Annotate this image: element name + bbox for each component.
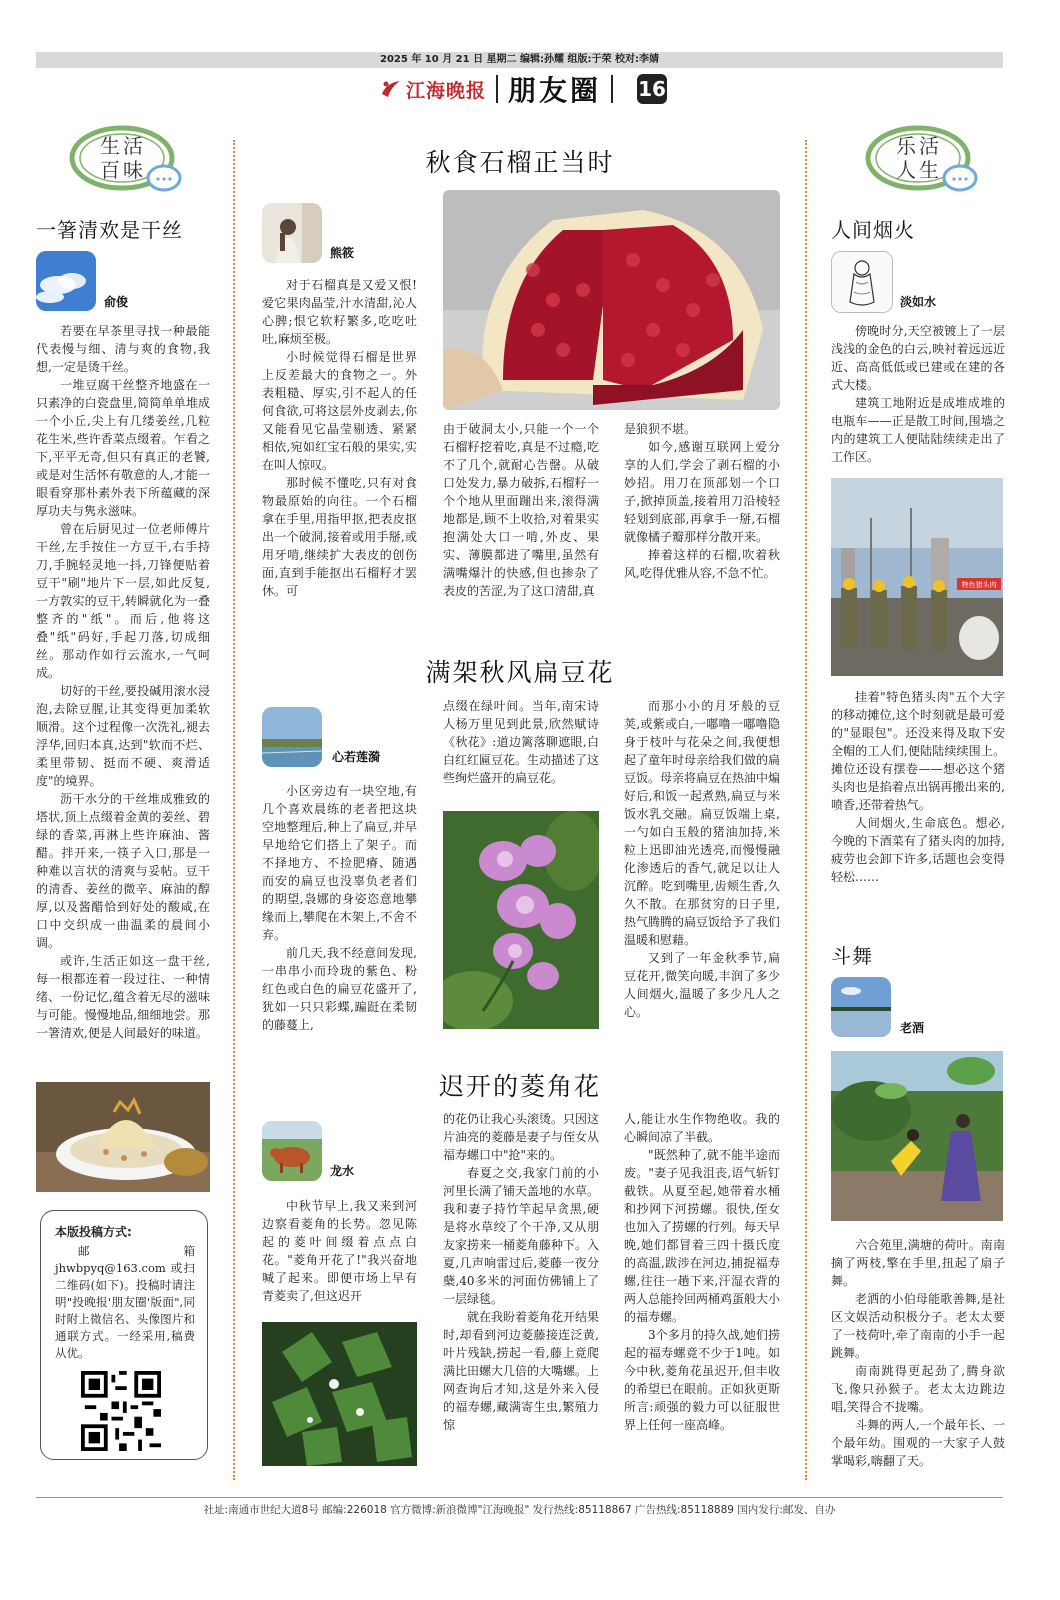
badge-line: 生活 xyxy=(100,134,146,158)
article-title: 满架秋风扁豆花 xyxy=(425,658,615,687)
paragraph: 曾在后厨见过一位老师傅片干丝,左手按住一方豆干,右手持刀,手腕轻灵地一抖,刀锋便贴着豆干"刷"地片下一层,如此反复,一方敦实的豆干,转瞬就化为一叠整齐的"纸"。而后,他将这叠"纸"码好,手起刀落,切成细丝。那动作如行云流水,一气呵成。 xyxy=(36,522,210,680)
paragraph: 而那小小的月牙般的豆荚,或紫或白,一嘟噜一嘟噜隐身于枝叶与花朵之间,我便想起了童年时母亲给我们做的扁豆饭。母亲将扁豆在热油中煸好后,和饭一起煮熟,扁豆与米饭水乳交融。扁豆饭端上桌,一勺如白玉般的猪油加持,米粒上迅即油光透亮,而慢慢融化渗透后的香气,就足以让人沉醉。吃到嘴里,齿颊生香,久久不散。在那贫穷的日子里,热气腾腾的扁豆饭给予了我们温暖和慰藉。 xyxy=(624,699,781,947)
lake-avatar-icon xyxy=(831,977,891,1037)
paragraph: 捧着这样的石榴,吹着秋风,吃得优雅从容,不急不忙。 xyxy=(624,548,780,580)
avatar xyxy=(262,1121,322,1181)
badge-line: 乐活 xyxy=(896,134,942,158)
contribution-title: 本版投稿方式: xyxy=(55,1225,132,1239)
article-body-column xyxy=(262,1197,417,1305)
newspaper-logo-icon xyxy=(380,78,402,100)
article-body xyxy=(831,688,1005,886)
paragraph: 傍晚时分,天空被镀上了一层浅浅的金色的白云,映衬着远远近近、高高低低或已建或在建的各式大楼。 xyxy=(831,324,1005,392)
author-name: 俞俊 xyxy=(104,295,129,309)
page-number: 16 xyxy=(637,74,667,104)
paragraph: 小区旁边有一块空地,有几个喜欢晨练的老者把这块空地整理后,种上了扁豆,并早早地给它们搭上了架子。而不择地方、不捡肥瘠、随遇而安的扁豆也没辜负老者们的期望,袅娜的身姿恣意地攀缘而上,攀爬在木架上,不舍不弃。 xyxy=(262,784,417,942)
paragraph: 春夏之交,我家门前的小河里长满了铺天盖地的水草。我和妻子持竹竿起早贪黑,硬是将水草绞了个干净,又从朋友家捞来一桶菱角藤种下。入夏,几声响雷过后,菱藤一夜分蘖,40多米的河面仿佛铺上了一层绿毯。 xyxy=(443,1166,600,1306)
paragraph: 的花仍让我心头滚烫。只因这片油亮的菱藤是妻子与侄女从福寿螺口中"抢"来的。 xyxy=(443,1112,600,1162)
badge-line: 百味 xyxy=(100,158,146,182)
sketch-avatar-icon xyxy=(832,252,892,312)
article-body-column xyxy=(443,1110,599,1434)
author-name: 老酒 xyxy=(900,1021,925,1035)
paper-name: 江海晚报 xyxy=(406,79,487,102)
article-title: 人间烟火 xyxy=(831,218,915,242)
pomegranate-photo xyxy=(443,190,780,410)
paragraph: 如今,感谢互联网上爱分享的人们,学会了剥石榴的小妙招。用刀在顶部划一个口子,掀掉顶盖,接着用刀沿棱轻轻划到底部,再拿手一掰,石榴就像橘子瓣那样分散开来。 xyxy=(624,440,780,544)
paragraph: 中秋节早上,我又来到河边察看菱角的长势。忽见陈起的菱叶间缀着点点白花。"菱角开花了!"我兴奋地喊了起来。即便市场上早有青菱卖了,但这迟开 xyxy=(262,1199,417,1303)
person-avatar-icon xyxy=(262,203,322,263)
sky-avatar-icon xyxy=(36,251,96,311)
avatar xyxy=(262,203,322,263)
article-body-column xyxy=(624,697,780,1021)
section-title: 朋友圈 xyxy=(508,74,602,107)
happy-life-badge-text xyxy=(884,134,954,182)
author-name: 淡如水 xyxy=(900,295,937,309)
paragraph: 对于石榴真是又爱又恨!爱它果肉晶莹,汁水清甜,沁人心脾;恨它软籽繁多,吃吃吐吐,麻烦至极。 xyxy=(262,278,417,346)
paragraph: 若要在早茶里寻找一种最能代表慢与细、清与爽的食物,我想,一定是烫干丝。 xyxy=(36,324,210,374)
paragraph: "既然种了,就不能半途而废。"妻子见我沮丧,语气斩钉截铁。从夏至起,她带着水桶和抄网下河捞螺。很快,侄女也加入了捞螺的行列。每天早晚,她们都冒着三四十摄氏度的高温,跋涉在河边,捕捉福寿螺,往往一趟下来,汗湿衣背的两人总能拎回两桶鸡蛋般大小的福寿螺。 xyxy=(624,1148,781,1324)
article-body-column xyxy=(443,420,599,600)
dry-tofu-photo xyxy=(36,1082,210,1192)
footer-rule xyxy=(36,1497,1003,1498)
water-chestnut-photo xyxy=(262,1322,417,1466)
construction-workers-photo xyxy=(831,478,1003,676)
paragraph: 人,能让水生作物绝收。我的心瞬间凉了半截。 xyxy=(624,1112,780,1144)
lotus-dance-photo xyxy=(831,1051,1003,1221)
header-info-bar xyxy=(36,52,1003,68)
article-body-column xyxy=(262,276,417,600)
paragraph: 前几天,我不经意间发现,一串串小而玲珑的紫色、粉红色或白色的扁豆花盛开了,犹如一只只彩蝶,蹁跹在柔韧的藤蔓上, xyxy=(262,946,417,1032)
paragraph: 又到了一年金秋季节,扁豆花开,微笑向暖,丰润了多少人间烟火,温暖了多少凡人之心。 xyxy=(624,951,780,1019)
qr-code-icon[interactable] xyxy=(81,1371,161,1451)
paragraph: 切好的干丝,要投碱用滚水浸泡,去除豆腥,让其变得更加柔软顺滑。这个过程像一次洗礼,褪去浮华,回归本真,达到"软而不烂、柔里带韧、挺而不硬、爽滑适度"的境界。 xyxy=(36,684,210,788)
avatar xyxy=(831,251,893,313)
river-avatar-icon xyxy=(262,707,322,767)
paragraph: 就在我盼着菱角花开结果时,却看到河边菱藤接连泛黄,叶片残缺,捞起一看,藤上竟爬满比田螺大几倍的大嘴螺。上网查询后才知,这是外来入侵的福寿螺,藏满寄生虫,繁殖力惊 xyxy=(443,1310,600,1432)
paragraph: 南南跳得更起劲了,腾身欲飞,像只孙猴子。老太太边跳边唱,笑得合不拢嘴。 xyxy=(831,1364,1005,1414)
article-body xyxy=(831,322,1005,466)
paragraph: 斗舞的两人,一个最年长、一个最年幼。围观的一大家子人鼓掌喝彩,嗨翻了天。 xyxy=(831,1418,1005,1468)
column-divider xyxy=(233,140,235,1480)
article-title: 秋食石榴正当时 xyxy=(425,148,615,177)
author-name: 熊筱 xyxy=(330,246,355,260)
paragraph: 那时候不懂吃,只有对食物最原始的向往。一个石榴拿在手里,用指甲抠,把表皮抠出一个破洞,接着或用手掰,或用牙啃,继续扩大表皮的创伤面,直到手能抠出石榴籽才罢休。可 xyxy=(262,476,417,598)
paragraph: 小时候觉得石榴是世界上反差最大的食物之一。外表粗糙、厚实,引不起人的任何食欲,可将这层外皮剥去,你又能看见它晶莹剔透、紧紧相依,宛如红宝石般的果实,实在叫人惊叹。 xyxy=(262,350,417,472)
paragraph: 或许,生活正如这一盘干丝,每一根都连着一段过往、一种情绪、一份记忆,蕴含着无尽的滋味与可能。慢慢地品,细细地尝。那一箸清欢,便是人间最好的味道。 xyxy=(36,954,210,1040)
paragraph: 挂着"特色猪头肉"五个大字的移动摊位,这个时刻就是最可爱的"显眼包"。还没来得及取下安全帽的工人们,便陆陆续续围上。摊位还设有摆卷——想必这个猪头肉也是掐着点出锅再搬出来的,喷香,还带着热气。 xyxy=(831,690,1005,812)
contribution-box xyxy=(40,1210,208,1460)
food-stall-sign: 特色猪头肉 xyxy=(961,581,997,589)
article-title: 迟开的菱角花 xyxy=(438,1072,601,1101)
paragraph: 六合苑里,满塘的荷叶。南南摘了两枝,擎在手里,扭起了扇子舞。 xyxy=(831,1238,1005,1288)
paragraph: 由于破洞太小,只能一个一个石榴籽挖着吃,真是不过瘾,吃不了几个,就耐心告罄。从破口处发力,暴力破拆,石榴籽一个个地从里面蹦出来,滚得满地都是,顾不上收拾,对着果实抱满处大口一啃,外皮、果实、薄膜都进了嘴里,虽然有满嘴爆汁的快感,但也掺杂了表皮的苦涩,为了这口清甜,真 xyxy=(443,422,599,598)
avatar xyxy=(36,251,96,311)
bean-flower-photo xyxy=(443,811,599,1029)
article-body xyxy=(36,322,210,1042)
article-body xyxy=(831,1236,1005,1470)
contribution-text: 邮 箱 jhwbpyq@163.com 或扫二维码(如下)。投稿时请注明"投晚报'朋友圈'版面",同时附上微信名、头像图片和通联方式。一经采用,稿费从优。 xyxy=(55,1244,195,1360)
paragraph: 是狼狈不堪。 xyxy=(624,422,697,436)
paragraph: 点缀在绿叶间。当年,南宋诗人杨万里见到此景,欣然赋诗《秋花》:道边篱落聊遮眼,白白红红匾豆花。生动描述了这些绚烂盛开的扁豆花。 xyxy=(443,699,600,785)
paragraph: 老洒的小伯母能歌善舞,是社区文娱活动积极分子。老太太要了一枝荷叶,牵了南南的小手一起跳舞。 xyxy=(831,1292,1005,1360)
paragraph: 建筑工地附近是成堆成堆的电瓶车——正是散工时间,围墙之内的建筑工人便陆陆续续走出了工作区。 xyxy=(831,396,1005,464)
article-body-column xyxy=(624,1110,780,1434)
article-title: 一箸清欢是干丝 xyxy=(36,218,183,242)
masthead xyxy=(380,71,667,107)
paragraph: 沥干水分的干丝堆成雅致的塔状,顶上点缀着金黄的姜丝、碧绿的香菜,再淋上些许麻油、酱醋。拌开来,一筷子入口,那是一种难以言状的清爽与妥帖。豆干的清香、姜丝的微辛、麻油的醇厚,以及酱醋恰到好处的酸咸,在口中交织成一曲温柔的晨间小调。 xyxy=(36,792,210,950)
column-divider xyxy=(805,140,807,1480)
paragraph: 3个多月的持久战,她们捞起的福寿螺竟不少于1吨。如今中秋,菱角花虽迟开,但丰收的希望已在眼前。正如狄更斯所言:顽强的毅力可以征服世界上任何一座高峰。 xyxy=(624,1328,781,1432)
life-flavor-badge-text xyxy=(88,134,158,182)
masthead-divider xyxy=(611,75,613,103)
avatar xyxy=(831,977,891,1037)
article-title: 斗舞 xyxy=(831,944,873,968)
badge-line: 人生 xyxy=(896,158,942,182)
article-body-column xyxy=(262,782,417,1034)
paragraph: 人间烟火,生命底色。想必,今晚的下酒菜有了猪头肉的加持,疲劳也会卸下许多,话题也会变得轻松…… xyxy=(831,816,1005,884)
article-body-column xyxy=(624,420,780,582)
masthead-divider xyxy=(496,75,498,103)
author-name: 龙水 xyxy=(330,1164,355,1178)
author-name: 心若莲漪 xyxy=(332,750,381,764)
article-body-column xyxy=(443,697,599,787)
paragraph: 一堆豆腐干丝整齐地盛在一只素净的白瓷盘里,简简单单堆成一个小丘,尖上有几缕姜丝,几粒花生米,些许香菜点缀着。乍看之下,平平无奇,但只有真正的老饕,或是对生活怀有敬意的人,才能一眼看穿那朴素外表下所蕴藏的深厚功夫与隽永滋味。 xyxy=(36,378,210,518)
avatar xyxy=(262,707,322,767)
cow-avatar-icon xyxy=(262,1121,322,1181)
footer-info: 社址:南通市世纪大道8号 邮编:226018 官方微博:新浪微博"江海晚报" 发行热线:85118867 广告热线:85118889 国内发行:邮发、自办 xyxy=(203,1504,836,1516)
header-info: 2025 年 10 月 21 日 星期二 编辑:孙耀 组版:于荣 校对:李婧 xyxy=(380,54,659,65)
